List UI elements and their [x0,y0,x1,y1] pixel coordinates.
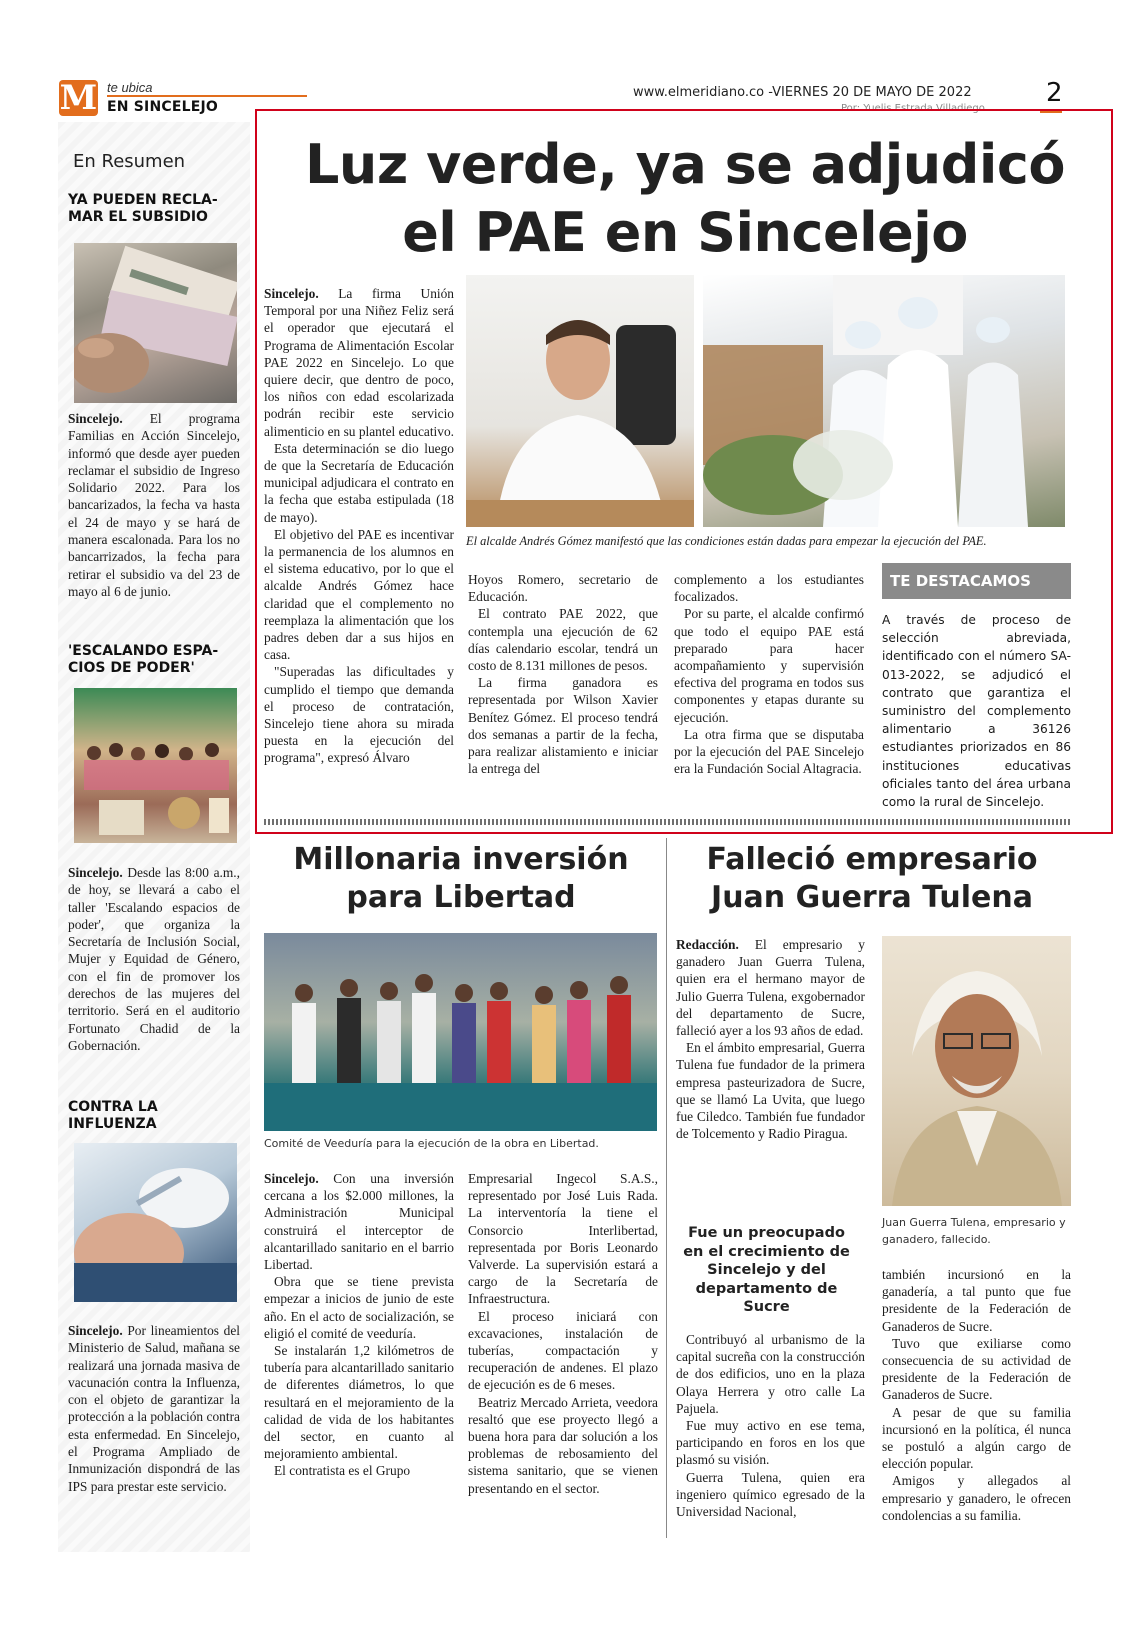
money-hand-illustration [74,243,237,403]
main-headline [260,131,1110,267]
mayor-illustration [466,275,694,527]
photo-caption: Comité de Veeduría para la ejecución de la obra en Libertad. [264,1137,599,1150]
obituary-headline [674,841,1070,917]
paragraph: Esta determinación se dio luego de que la Secretaría de Educación municipal adjudicara el contrato en la fecha que estaba estipulada (18 de mayo). [264,440,454,525]
paragraph: El objetivo del PAE es incentivar la permanencia de los alumnos en el sistema educativo, por lo que el alcalde Andrés Gómez hace claridad que el complemento no reemplaza la alimentación que los padres deben dar a sus hijos en casa. [264,526,454,663]
paragraph: Obra que se tiene prevista empezar a inicios de junio de este año. En el acto de socialización, se eligió el comité de veeduría. [264,1274,454,1341]
obituary-column-1a [676,936,865,1142]
workers-illustration [703,275,1065,527]
story-column-1 [264,285,454,767]
date-line: www.elmeridiano.co -VIERNES 20 DE MAYO DE 2022 [633,85,972,100]
section-kicker: te ubica [107,80,153,95]
newspaper-logo [59,80,98,116]
paragraph: Fue muy activo en ese tema, participando en foros en los que plasmó su visión. [676,1418,865,1468]
paragraph: Por su parte, el alcalde confirmó que todo el equipo PAE está preparado para hacer acompañamiento y supervisión efectiva del programa en todos sus componentes y etapas durante su ejecución. [674,606,864,725]
author-line: Por: Yuelis Estrada Villadiego [841,103,985,114]
paragraph: La firma Unión Temporal por una Niñez Feliz será el operador que ejecutará el Programa de Alimentación Escolar PAE 2022 en Sincelejo. Lo que quiere decir, que dentro de poco, los niños con edad escolarizada podrán recibir este servicio alimenticio en su plantel educativo. [264,286,455,439]
story-column-3 [674,571,864,777]
food-preparation-photo [703,275,1065,527]
headline-line: Falleció empresario [706,842,1038,877]
paragraph: El empresario y ganadero Juan Guerra Tulena, quien era el hermano mayor de Julio Guerra Tulena, exgobernador del departamento de Sucre, falleció ayer a los 93 años de edad. [676,937,865,1039]
women-workshop-photo [74,688,237,843]
subsidy-money-photo [74,243,237,403]
pull-quote: Fue un preocupado en el crecimiento de Sincelejo y del departamento de Sucre [683,1225,850,1315]
brief-lead: Sincelejo. [68,411,123,426]
brief-body [68,410,240,600]
logo-letter: M [59,78,98,118]
brief-headline: 'ESCALANDO ESPA-CIOS DE PODER' [68,643,219,676]
paragraph: Amigos y allegados al empresario y ganadero, le ofrecen condolencias a su familia. [882,1473,1071,1523]
paragraph: Se instalarán 1,2 kilómetros de tubería para alcantarillado sanitario de diferentes diámetros, lo que resultará en el mejoramiento de la calidad de vida de los habitantes del sector, en cuanto al mejoramiento ambiental. [264,1343,454,1462]
portrait-illustration [882,936,1071,1206]
mayor-portrait-photo [466,275,694,527]
photo-caption: El alcalde Andrés Gómez manifestó que las condiciones están dadas para empezar la ejecución del PAE. [466,534,987,548]
obituary-column-2 [882,1266,1071,1524]
brief-lead: Sincelejo. [68,1323,123,1338]
sidebar-title: En Resumen [73,151,186,172]
paragraph: Contribuyó al urbanismo de la capital sucreña con la construcción de dos edificios, uno en la plaza Olaya Herrera y otro calle La Pajuela. [676,1332,865,1416]
brief-headline: YA PUEDEN RECLA-MAR EL SUBSIDIO [68,192,218,225]
brief-body [68,864,240,1054]
audience-illustration [74,688,237,843]
brief-text: Desde las 8:00 a.m., de hoy, se llevará a cabo el taller 'Escalando espacios de poder', que organiza la Secretaría de Inclusión Social, Mujer y Equidad de Género, con el fin de promover los derechos de las mujeres del territorio. Será en el auditorio Fortunato Chadid de la Gobernación. [68,865,240,1053]
paragraph: La otra firma que se disputaba por la ejecución del PAE Sincelejo era la Fundación Social Altagracia. [674,726,864,777]
highlight-text: A través de proceso de selección abreviada, identificado con el número SA-013-2022, se adjudicó el contrato que garantiza el suministro del complemento alimentario a 36126 estudiantes priorizados en 86 instituciones educativas oficiales tanto del área urbana como la rural de Sincelejo. [882,613,1071,810]
headline-line: para Libertad [346,880,576,915]
paragraph: Empresarial Ingecol S.A.S., representado por José Luis Rada. La interventoría la tiene el Consorcio Interlibertad, representada por Boris Leonardo Valverde. La supervisión estará a cargo de la Secretaría de Infraestructura. [468,1171,658,1307]
libertad-column-1 [264,1170,454,1480]
vaccination-photo [74,1143,237,1302]
story-lead: Sincelejo. [264,1171,319,1186]
paragraph: complemento a los estudiantes focalizados. [674,572,864,605]
paragraph: Guerra Tulena, quien era ingeniero químico egresado de la Universidad Nacional, [676,1469,865,1520]
story-column-2 [468,571,658,777]
brief-text: Por lineamientos del Ministerio de Salud, mañana se realizará una jornada masiva de vacunación contra la Influenza, con el objeto de garantizar la protección a la población contra esta enfermedad. En Sincelejo, el Programa Ampliado de Inmunización dispondrá de las IPS para prestar este servicio. [68,1323,240,1494]
headline-line: el PAE en Sincelejo [402,201,968,264]
photo-caption: Juan Guerra Tulena, empresario y ganadero, fallecido. [882,1216,1066,1246]
brief-lead: Sincelejo. [68,865,123,880]
paragraph: Tuvo que exiliarse como consecuencia de su actividad de presidente de la Federación de Ganaderos de Sucre. [882,1335,1071,1403]
paragraph: El contrato PAE 2022, que contempla una ejecución de 62 días calendario escolar, tendrá un costo de 8.131 millones de pesos. [468,606,658,674]
brief-body [68,1322,240,1495]
brief-headline: CONTRA LA INFLUENZA [68,1099,158,1132]
paragraph: también incursionó en la ganadería, a tal punto que fue presidente de la Federación de Ganaderos de Sucre. [882,1267,1071,1334]
paragraph: En el ámbito empresarial, Guerra Tulena fue fundador de la primera empresa pasteurizadora de Sucre, que se llamó La Uvita, que luego fue Ciledco. También fue fundador de Tolcemento y Radio Piragua. [676,1040,865,1142]
story-lead: Redacción. [676,937,739,952]
column-divider [666,838,667,1538]
section-name: EN SINCELEJO [107,99,218,115]
paragraph: El contratista es el Grupo [274,1463,411,1479]
juan-guerra-portrait [882,936,1071,1206]
obituary-column-1b [676,1331,865,1520]
paragraph: El proceso iniciará con excavaciones, instalación de tuberías, compactación y recuperación de andenes. El plazo de ejecución es de 6 meses. [468,1308,658,1393]
paragraph: A pesar de que su familia incursionó en la política, él nunca se postuló a algún cargo de elección popular. [882,1404,1071,1472]
committee-illustration [264,933,657,1131]
headline-line: Millonaria inversión [293,842,629,877]
paragraph: La firma ganadora es representada por Wilson Xavier Benítez Gómez. El proceso tendrá dos semanas a partir de la fecha, para realizar alistamiento e iniciar la entrega del [468,675,658,777]
story-lead: Sincelejo. [264,286,319,301]
paragraph: Beatriz Mercado Arrieta, veedora resaltó que ese proyecto llegó a buena hora para dar solución a los problemas de rebosamiento del sistema sanitario, que se vienen presentando en el sector. [468,1394,658,1496]
highlight-heading: TE DESTACAMOS [882,563,1071,599]
brief-text: El programa Familias en Acción Sincelejo, informó que desde ayer pueden reclamar el subsidio de Ingreso Solidario 2022. Para los bancarizados, la fecha va hasta el 24 de mayo y se hará de manera escalonada. Para los no bancarrizados, la fecha para retirar el subsidio va del 23 de mayo al 6 de junio. [68,411,240,599]
page-number: 2 [1046,78,1063,108]
vaccine-illustration [74,1143,237,1302]
headline-line: Juan Guerra Tulena [711,880,1033,915]
libertad-headline [263,841,659,917]
headline-line: Luz verde, ya se adjudicó [305,133,1065,196]
section-rule [107,95,307,97]
decorative-divider [264,819,1070,825]
veeduria-committee-photo [264,933,657,1131]
paragraph: Hoyos Romero, secretario de Educación. [468,572,658,605]
paragraph: Con una inversión cercana a los $2.000 millones, la Administración Municipal construirá el interceptor de alcantarillado sanitario en el barrio Libertad. [264,1171,454,1273]
paragraph: "Superadas las dificultades y cumplido el tiempo que demanda el proceso de contratación, Sincelejo tiene ahora su mirada puesta en la ejecución del programa", expresó Álvaro [264,664,454,766]
libertad-column-2 [468,1170,658,1497]
